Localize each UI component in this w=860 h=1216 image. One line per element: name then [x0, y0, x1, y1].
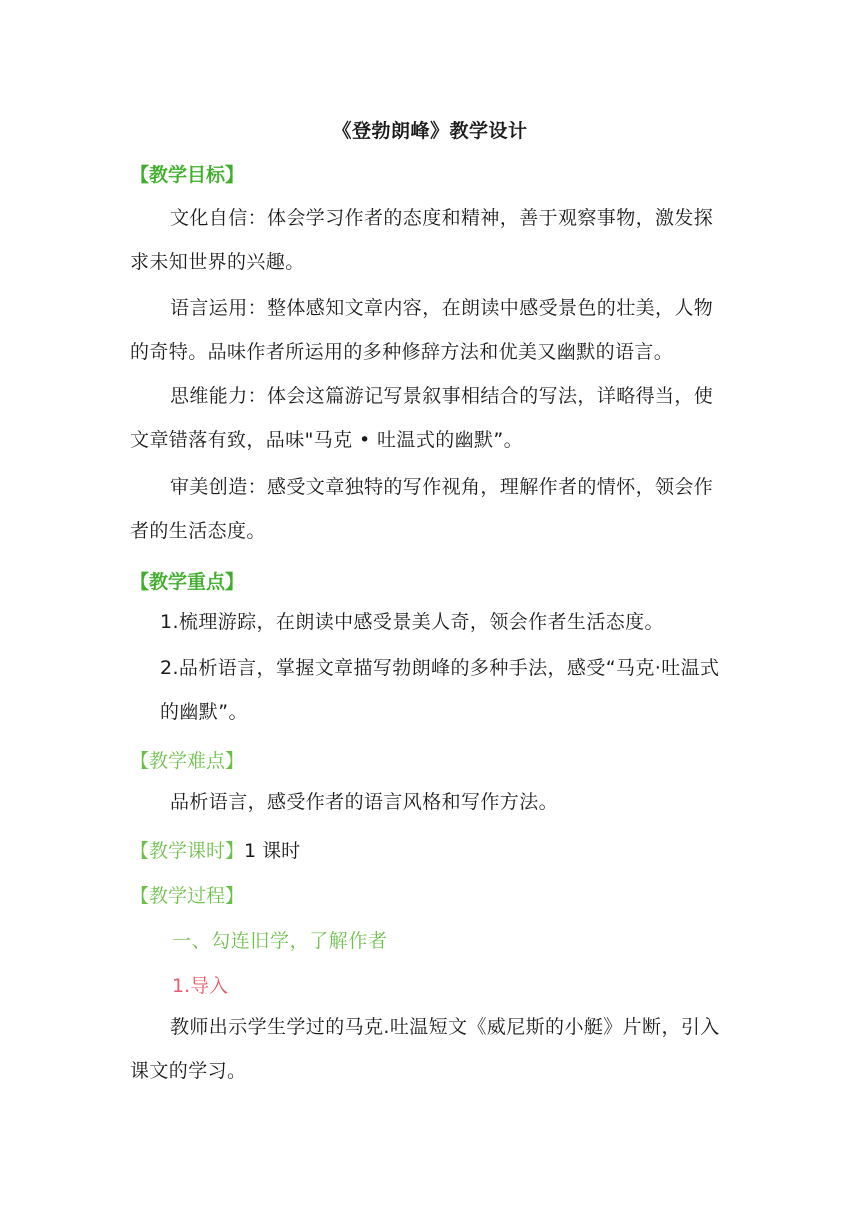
key-point-1: 1.梳理游踪，在朗读中感受景美人奇，领会作者生活态度。: [160, 611, 664, 633]
difficulties-text: 品析语言，感受作者的语言风格和写作方法。: [170, 791, 559, 813]
objective-aesthetic: 审美创造：感受文章独特的写作视角，理解作者的情怀，领会作者的生活态度。: [130, 476, 714, 542]
process-subsection-1: 1.导入: [172, 975, 229, 997]
objective-language: 语言运用：整体感知文章内容，在朗读中感受景色的壮美，人物的奇特。品味作者所运用的多种修辞方法和优美又幽默的语言。: [130, 297, 714, 363]
document-title: 《登勃朗峰》教学设计: [332, 120, 528, 142]
difficulties-heading: 【教学难点】: [130, 750, 245, 772]
process-section-1: 一、勾连旧学，了解作者: [172, 930, 388, 952]
objective-thinking: 思维能力：体会这篇游记写景叙事相结合的写法，详略得当，使文章错落有致，品味"马克 • 吐温式的幽默”。: [130, 385, 714, 451]
objective-culture: 文化自信：体会学习作者的态度和精神，善于观察事物，激发探求未知世界的兴趣。: [130, 207, 714, 273]
process-text: 教师出示学生学过的马克.吐温短文《威尼斯的小艇》片断，引入课文的学习。: [130, 1016, 720, 1082]
hours-heading: [130, 836, 300, 863]
process-heading: 【教学过程】: [130, 885, 245, 907]
key-point-2: 2.品析语言，掌握文章描写勃朗峰的多种手法，感受“马克·吐温式的幽默”。: [160, 657, 720, 723]
hours-heading-label: 【教学课时】: [130, 840, 245, 862]
hours-value: 1 课时: [244, 840, 301, 862]
objectives-heading: 【教学目标】: [130, 164, 245, 186]
key-points-heading: 【教学重点】: [130, 571, 245, 593]
